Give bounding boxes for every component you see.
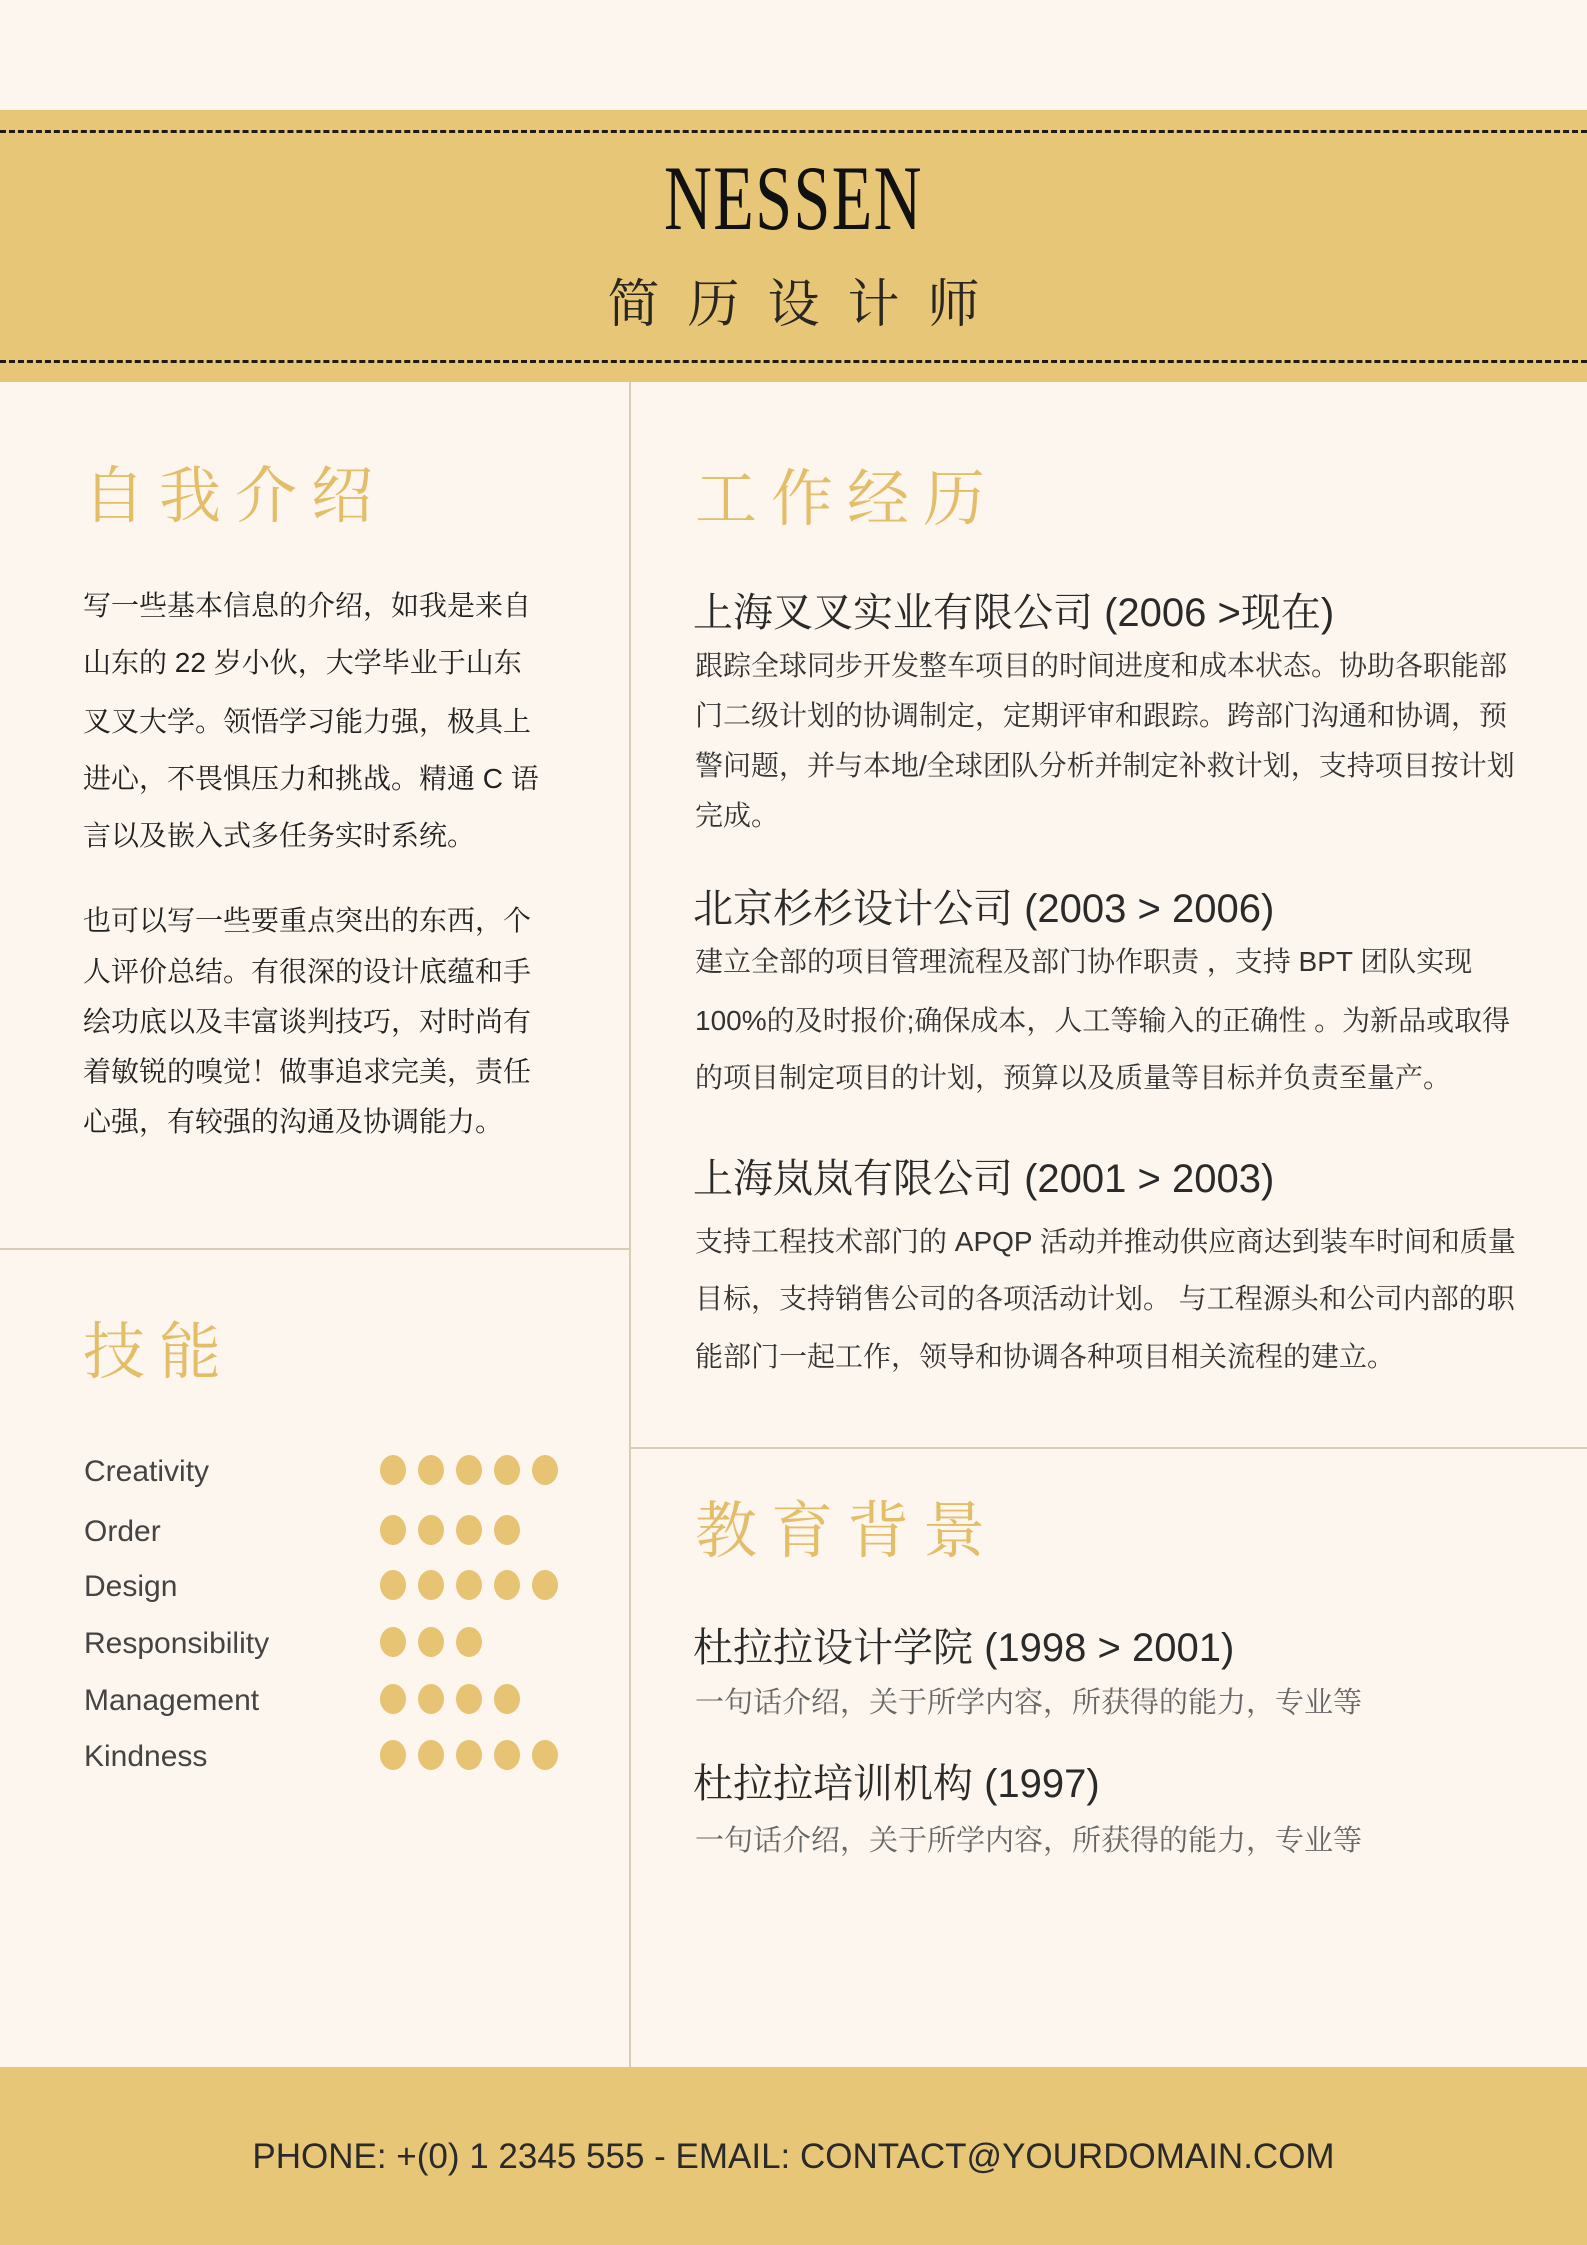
resume-name: NESSEN [664,147,923,249]
text-line: 警问题，并与本地/全球团队分析并制定补救计划，支持项目按计划 [695,750,1515,781]
skill-rating [380,1684,520,1714]
education-description: 一句话介绍，关于所学内容，所获得的能力，专业等 [695,1687,1363,1719]
rating-dot [494,1684,520,1714]
rating-dot [418,1684,444,1714]
about-title: 自我介绍 [83,462,388,531]
text-line: 人评价总结。有很深的设计底蕴和手 [83,956,532,987]
rating-dot [532,1455,558,1485]
skill-rating [380,1740,558,1770]
text-line: 叉叉大学。领悟学习能力强，极具上 [83,706,532,737]
education-heading: 杜拉拉设计学院 (1998 > 2001) [693,1626,1235,1670]
rating-dot [380,1455,406,1485]
text-line: 100%的及时报价;确保成本，人工等输入的正确性 。为新品或取得 [695,1005,1511,1036]
skill-label: Responsibility [84,1627,270,1660]
rating-dot [418,1515,444,1545]
job-heading: 北京杉杉设计公司 (2003 > 2006) [693,887,1275,931]
resume-subtitle: 简历设计师 [607,276,1008,334]
text-line: 的项目制定项目的计划，预算以及质量等目标并负责至量产。 [695,1062,1452,1093]
text-line: 支持工程技术部门的 APQP 活动并推动供应商达到装车时间和质量 [695,1226,1516,1257]
rating-dot [494,1740,520,1770]
text-line: 言以及嵌入式多任务实时系统。 [83,820,476,851]
rating-dot [380,1515,406,1545]
text-line: 门二级计划的协调制定，定期评审和跟踪。跨部门沟通和协调，预 [695,700,1508,731]
footer-banner [0,2067,1587,2245]
skill-rating [380,1455,558,1485]
education-description: 一句话介绍，关于所学内容，所获得的能力，专业等 [695,1825,1363,1857]
contact-info: PHONE: +(0) 1 2345 555 - EMAIL: CONTACT@YOURDOMAIN.COM [252,2137,1335,2176]
text-line: 能部门一起工作，领导和协调各种项目相关流程的建立。 [695,1341,1396,1372]
right-section-divider [630,1447,1587,1449]
job-heading: 上海叉叉实业有限公司 (2006 >现在) [693,591,1335,635]
rating-dot [456,1570,482,1600]
rating-dot [380,1740,406,1770]
text-line: 着敏锐的嗅觉！做事追求完美，责任 [83,1056,532,1087]
rating-dot [418,1627,444,1657]
text-line: 目标，支持销售公司的各项活动计划。 与工程源头和公司内部的职 [695,1283,1515,1314]
rating-dot [456,1455,482,1485]
text-line: 写一些基本信息的介绍，如我是来自 [83,590,532,621]
skill-rating [380,1570,558,1600]
skill-label: Design [84,1570,178,1603]
rating-dot [456,1627,482,1657]
rating-dot [494,1515,520,1545]
rating-dot [380,1684,406,1714]
dashed-divider-top [0,130,1587,133]
rating-dot [380,1570,406,1600]
skill-rating [380,1515,520,1545]
skill-label: Creativity [84,1455,210,1488]
skill-label: Order [84,1515,161,1548]
left-section-divider [0,1248,630,1250]
skills-title: 技能 [83,1318,236,1387]
rating-dot [494,1455,520,1485]
text-line: 也可以写一些要重点突出的东西，个 [83,905,532,936]
rating-dot [532,1740,558,1770]
dashed-divider-bottom [0,360,1587,363]
column-divider [629,382,631,2067]
education-heading: 杜拉拉培训机构 (1997) [693,1762,1100,1806]
text-line: 跟踪全球同步开发整车项目的时间进度和成本状态。协助各职能部 [695,650,1508,681]
job-heading: 上海岚岚有限公司 (2001 > 2003) [693,1157,1275,1201]
text-line: 建立全部的项目管理流程及部门协作职责 ，支持 BPT 团队实现 [695,946,1473,977]
rating-dot [418,1740,444,1770]
skill-rating [380,1627,482,1657]
text-line: 绘功底以及丰富谈判技巧，对时尚有 [83,1006,532,1037]
rating-dot [532,1570,558,1600]
skill-label: Management [84,1684,260,1717]
rating-dot [418,1570,444,1600]
work-title: 工作经历 [695,465,1000,534]
text-line: 心强，有较强的沟通及协调能力。 [83,1106,504,1137]
text-line: 进心，不畏惧压力和挑战。精通 C 语 [83,763,539,794]
rating-dot [418,1455,444,1485]
text-line: 完成。 [695,800,780,831]
text-line: 山东的 22 岁小伙，大学毕业于山东 [83,647,522,678]
rating-dot [494,1570,520,1600]
education-title: 教育背景 [695,1497,1000,1566]
rating-dot [456,1740,482,1770]
rating-dot [456,1515,482,1545]
skill-label: Kindness [84,1740,208,1773]
rating-dot [380,1627,406,1657]
rating-dot [456,1684,482,1714]
header-banner [0,110,1587,382]
